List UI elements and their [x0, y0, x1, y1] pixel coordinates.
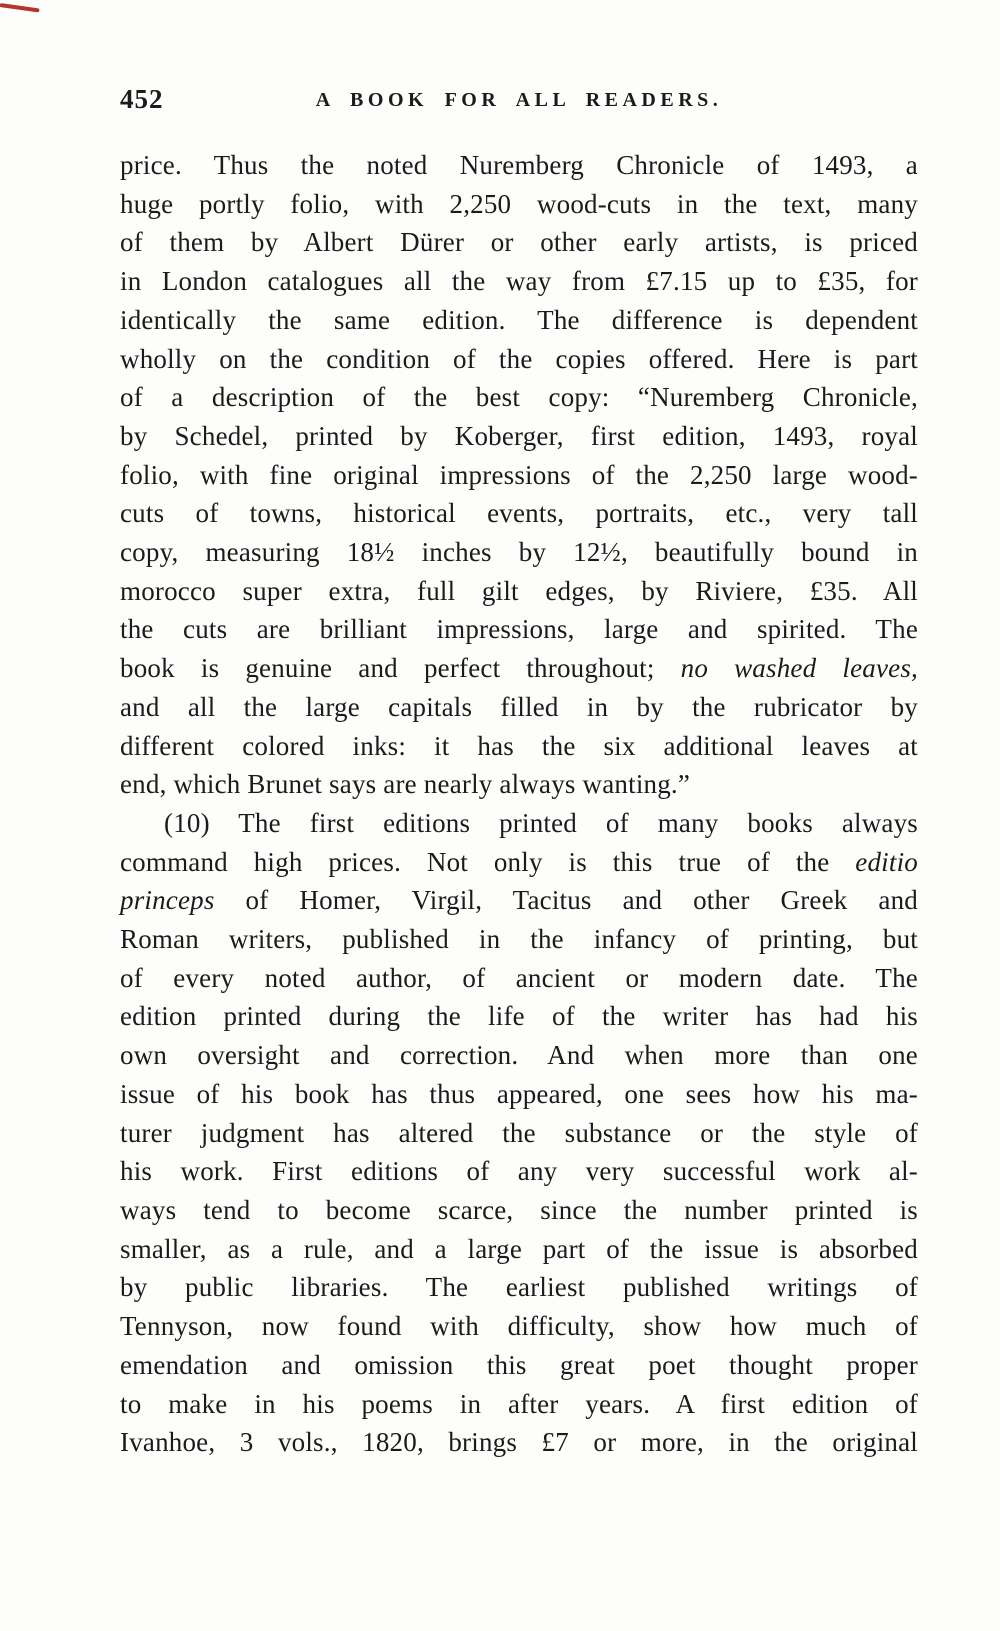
- text-line: [120, 185, 918, 224]
- text-line: [120, 456, 918, 495]
- text-line: [120, 301, 918, 340]
- text-line: [120, 1346, 918, 1385]
- scan-artifact-red-mark: [0, 3, 40, 13]
- text-line: [120, 1423, 918, 1462]
- text-segment: of them by Albert Dürer or other early artists, is priced: [120, 227, 918, 258]
- text-segment: Ivanhoe, 3 vols., 1820, brings £7 or more, in the original: [120, 1427, 918, 1458]
- text-segment: identically the same edition. The difference is dependent: [120, 304, 918, 335]
- text-line: [120, 340, 918, 379]
- text-line: [120, 1230, 918, 1269]
- text-segment: emendation and omission this great poet thought proper: [120, 1349, 918, 1380]
- text-line: [120, 572, 918, 611]
- text-line: [120, 959, 918, 998]
- italic-text-segment: princeps: [120, 885, 215, 916]
- text-line: [120, 649, 918, 688]
- italic-text-segment: no washed leaves,: [680, 653, 918, 684]
- body-text: [120, 146, 918, 1462]
- text-line: [120, 688, 918, 727]
- text-line: [120, 765, 918, 804]
- text-line: [120, 1152, 918, 1191]
- text-line: [120, 494, 918, 533]
- paragraph: [120, 146, 918, 804]
- text-segment: different colored inks: it has the six additional leaves at: [120, 730, 918, 761]
- text-line: [120, 727, 918, 766]
- text-line: [120, 997, 918, 1036]
- paragraph: [120, 804, 918, 1462]
- text-segment: of Homer, Virgil, Tacitus and other Greek and: [214, 885, 918, 916]
- text-line: [120, 610, 918, 649]
- text-segment: morocco super extra, full gilt edges, by Riviere, £35. All: [120, 575, 918, 606]
- text-segment: of every noted author, of ancient or modern date. The: [120, 962, 918, 993]
- text-segment: (10) The first editions printed of many books always: [164, 807, 918, 838]
- text-segment: his work. First editions of any very successful work al-: [120, 1156, 918, 1187]
- text-line: [120, 223, 918, 262]
- text-line: [120, 1385, 918, 1424]
- text-segment: book is genuine and perfect throughout;: [120, 653, 681, 684]
- text-line: [120, 1191, 918, 1230]
- text-line: [120, 1307, 918, 1346]
- text-segment: copy, measuring 18½ inches by 12½, beautifully bound in: [120, 537, 918, 568]
- text-segment: turer judgment has altered the substance or the style of: [120, 1117, 918, 1148]
- text-segment: command high prices. Not only is this true of the: [120, 846, 856, 877]
- text-line: [120, 1114, 918, 1153]
- text-segment: huge portly folio, with 2,250 wood-cuts in the text, many: [120, 188, 918, 219]
- text-segment: by Schedel, printed by Koberger, first edition, 1493, royal: [120, 420, 918, 451]
- text-line: [120, 378, 918, 417]
- text-line: [120, 920, 918, 959]
- text-line: [120, 417, 918, 456]
- text-segment: and all the large capitals filled in by the rubricator by: [120, 691, 918, 722]
- text-line: [120, 533, 918, 572]
- text-segment: issue of his book has thus appeared, one sees how his ma-: [120, 1078, 918, 1109]
- text-line: [120, 804, 918, 843]
- running-title: A BOOK FOR ALL READERS.: [315, 89, 723, 111]
- text-segment: price. Thus the noted Nuremberg Chronicle of 1493, a: [120, 150, 918, 180]
- text-line: [120, 1036, 918, 1075]
- text-segment: of a description of the best copy: “Nuremberg Chronicle,: [120, 382, 918, 413]
- text-line: [120, 843, 918, 882]
- page-header: [120, 84, 918, 118]
- text-segment: edition printed during the life of the writer has had his: [120, 1001, 918, 1032]
- italic-text-segment: editio: [855, 846, 918, 877]
- page-number: 452: [120, 84, 164, 114]
- text-segment: Roman writers, published in the infancy of printing, but: [120, 924, 918, 955]
- text-segment: in London catalogues all the way from £7.15 up to £35, for: [120, 266, 918, 297]
- text-segment: cuts of towns, historical events, portraits, etc., very tall: [120, 498, 918, 529]
- text-segment: the cuts are brilliant impressions, large and spirited. The: [120, 614, 918, 645]
- text-segment: folio, with fine original impressions of the 2,250 large wood-: [120, 459, 918, 490]
- text-line: [120, 1268, 918, 1307]
- text-line: [120, 146, 918, 185]
- text-line: [120, 262, 918, 301]
- text-segment: by public libraries. The earliest published writings of: [120, 1272, 918, 1303]
- text-segment: Tennyson, now found with difficulty, show how much of: [120, 1311, 918, 1342]
- text-segment: wholly on the condition of the copies offered. Here is part: [120, 343, 918, 374]
- text-line: [120, 881, 918, 920]
- text-segment: ways tend to become scarce, since the number printed is: [120, 1194, 918, 1225]
- text-line: [120, 1075, 918, 1114]
- text-segment: end, which Brunet says are nearly always wanting.”: [120, 769, 691, 800]
- text-segment: to make in his poems in after years. A first edition of: [120, 1388, 918, 1419]
- text-segment: own oversight and correction. And when more than one: [120, 1040, 918, 1071]
- text-segment: smaller, as a rule, and a large part of the issue is absorbed: [120, 1233, 918, 1264]
